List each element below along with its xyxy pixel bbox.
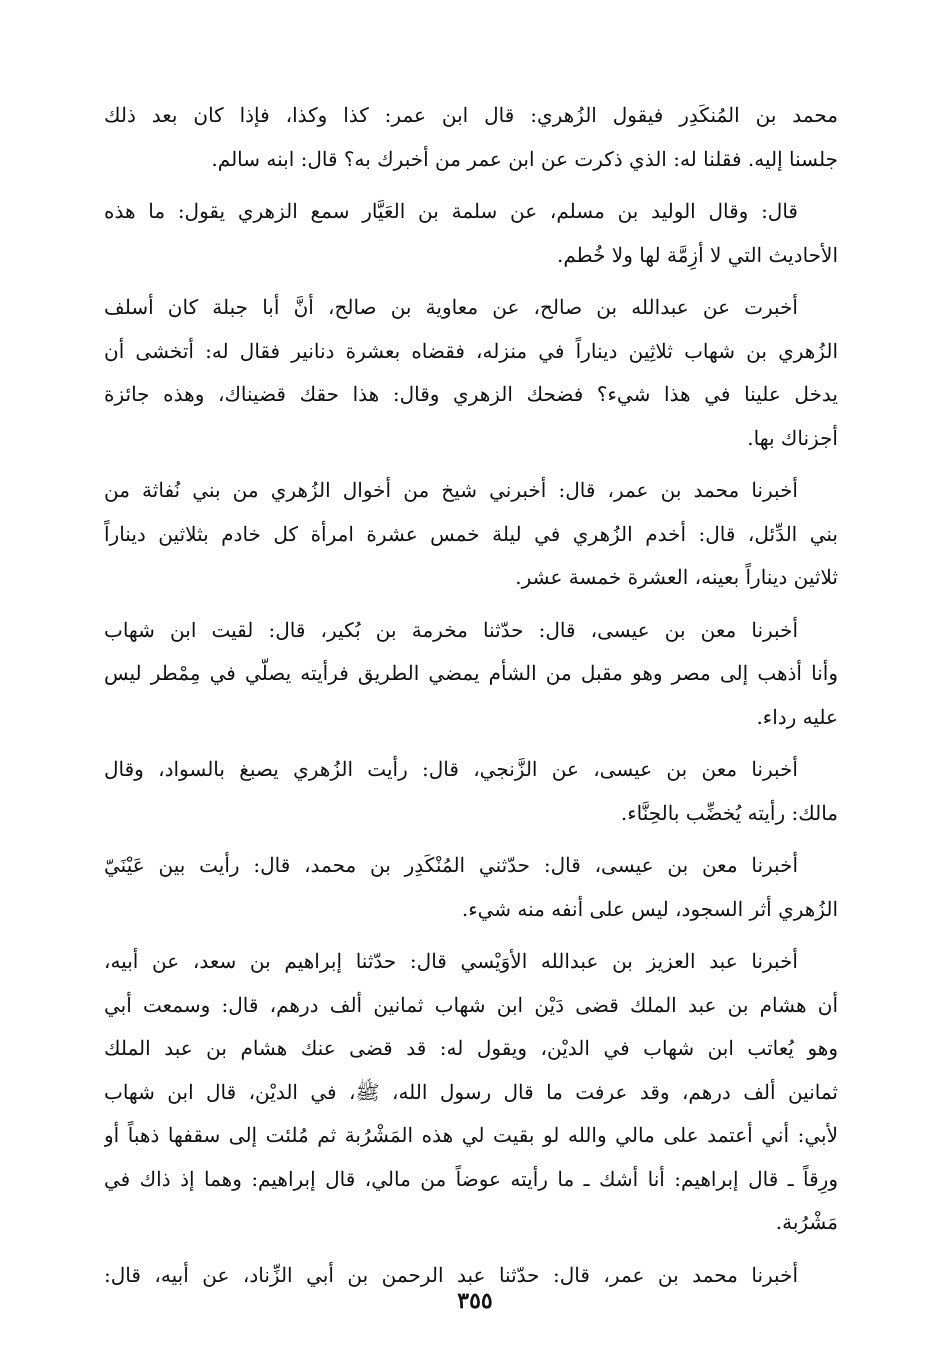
text-line: ثمانين ألف درهم، وقد عرفت ما قال رسول الله، ﷺ، في الديْن، قال ابن شهاب [104,1079,838,1104]
paragraph [104,940,838,1245]
text-line: أخبرت عن عبدالله بن صالح، عن معاوية بن صالح، أنَّ أبا جبلة كان أسلف [104,295,798,319]
text-line: أن هشام بن عبد الملك قضى دَيْن ابن شهاب ثمانين ألف درهم، قال: وسمعت أبي [104,992,838,1017]
text-line: أخبرنا معن بن عيسى، قال: حدّثنا مخرمة بن بُكير، قال: لقيت ابن شهاب [104,617,798,642]
text-line: لأبي: أني أعتمد على مالي والله لو بقيت لي هذه المَشْرُبة ثم مُلئت إلى سقفها ذهباً أو [104,1123,838,1147]
text-line: الأحاديث التي لا أزِمَّة لها ولا خُطم. [557,242,838,267]
text-line: مالك: رأيته يُخضِّب بالحِنَّاء. [620,800,838,825]
paragraph [104,748,838,835]
paragraph [104,609,838,740]
text-line: عليه رداء. [756,704,838,729]
paragraph [104,286,838,460]
text-line: جلسنا إليه. فقلنا له: الذي ذكرت عن ابن عمر من أخبرك به؟ قال: ابنه سالم. [211,146,838,171]
paragraph [104,190,838,277]
text-line: أخبرنا محمد بن عمر، قال: أخبرني شيخ من أخوال الزُهري من بني نُفاثة من [104,478,798,502]
text-line: يدخل علينا في هذا شيء؟ فضحك الزهري وقال: هذا حقك قضيناك، وهذه جائزة [104,382,838,406]
text-line: أجزناك بها. [747,425,838,450]
text-body [104,94,838,1306]
text-line: أخبرنا معن بن عيسى، قال: حدّثني المُنْكَدِر بن محمد، قال: رأيت بين عَيْنَيّ [104,853,798,877]
text-line: محمد بن المُنكَدِر فيقول الزُهري: قال ابن عمر: كذا وكذا، فإذا كان بعد ذلك [104,103,838,127]
text-line: الزُهري بن شهاب ثلاثِين ديناراً في منزله، فقضاه بعشرة دنانير فقال له: أتخشى أن [104,338,838,363]
text-line: الزُهري أثر السجود، ليس على أنفه منه شيء. [461,896,838,921]
text-line: أخبرنا معن بن عيسى، عن الزَّنجي، قال: رأيت الزُهري يصبغ بالسواد، وقال [104,757,798,781]
paragraph [104,94,838,181]
text-line: ورِقاً ـ قال إبراهيم: أنا أشك ـ ما رأيته عوضاً من مالي، قال إبراهيم: وهما إذ ذاك في [104,1166,838,1191]
text-line: أخبرنا عبد العزيز بن عبدالله الأوَيْسي قال: حدّثنا إبراهيم بن سعد، عن أبيه، [104,949,798,973]
text-line: وهو يُعاتب ابن شهاب في الديْن، ويقول له: قد قضى عنك هشام بن عبد الملك [104,1036,838,1060]
paragraph [104,844,838,931]
page-number: ٣٥٥ [457,1288,493,1314]
text-line: بني الدِّئل، قال: أخدم الزُهري في ليلة خمس عشرة امرأة كل خادم بثلاثين ديناراً [104,521,838,546]
text-line: وأنا أذهب إلى مصر وهو مقبل من الشأم يمضي الطريق فرأيته يصلّي في مِمْطر ليس [104,661,838,685]
text-line: ثلاثين ديناراً بعينه، العشرة خمسة عشر. [515,565,838,589]
paragraph [104,469,838,600]
text-line: قال: وقال الوليد بن مسلم، عن سلمة بن العَيَّار سمع الزهري يقول: ما هذه [104,199,798,223]
text-line: مَشْرُبة. [775,1210,838,1234]
text-line: أخبرنا محمد بن عمر، قال: حدّثنا عبد الرحمن بن أبي الزِّناد، عن أبيه، قال: [104,1262,798,1287]
